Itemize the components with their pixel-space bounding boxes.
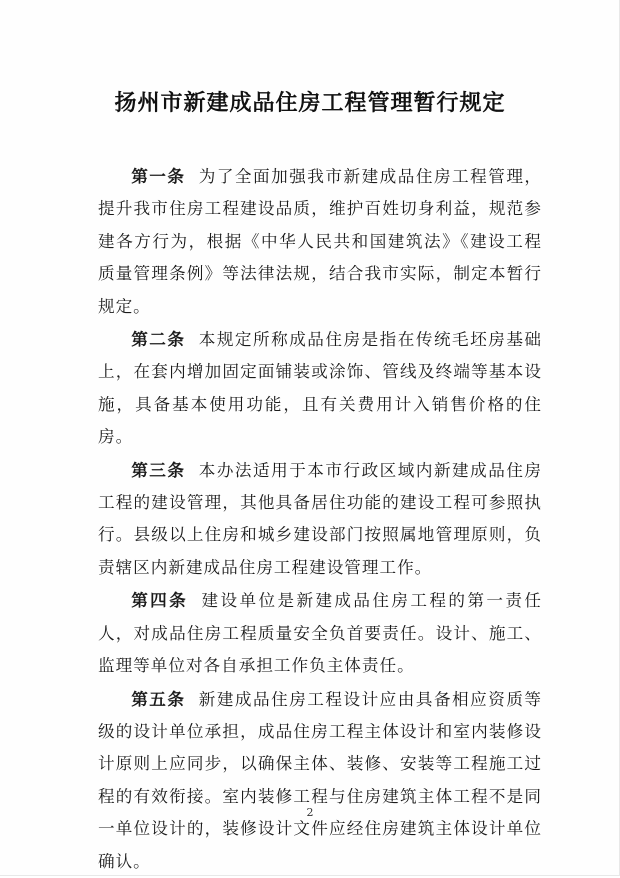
article-2-label: 第二条 <box>131 329 186 350</box>
article-4-label: 第四条 <box>131 590 189 611</box>
article-3-label: 第三条 <box>131 459 186 480</box>
article-4-text: 建设单位是新建成品住房工程的第一责任人，对成品住房工程质量安全负首要责任。设计、施工、监理等单位对各自承担工作负主体责任。 <box>98 591 543 676</box>
article-2 <box>98 323 542 454</box>
article-3 <box>98 454 542 585</box>
document-body <box>98 160 542 878</box>
page-number: 2 <box>306 806 314 819</box>
article-5 <box>98 683 542 878</box>
article-2-text: 本规定所称成品住房是指在传统毛坯房基础上，在套内增加固定面铺装或涂饰、管线及终端等基本设施，具备基本使用功能，且有关费用计入销售价格的住房。 <box>98 330 543 447</box>
article-5-text: 新建成品住房工程设计应由具备相应资质等级的设计单位承担，成品住房工程主体设计和室内装修设计原则上应同步，以确保主体、装修、安装等工程施工过程的有效衔接。室内装修工程与住房建筑主体工程不是同一单位设计的，装修设计文件应经住房建筑主体设计单位确认。 <box>98 689 543 871</box>
article-1 <box>98 160 542 323</box>
article-1-label: 第一条 <box>131 166 186 186</box>
article-5-label: 第五条 <box>131 688 186 709</box>
article-3-text: 本办法适用于本市行政区域内新建成品住房工程的建设管理，其他具备居住功能的建设工程可参照执行。县级以上住房和城乡建设部门按照属地管理原则，负责辖区内新建成品住房工程建设管理工作。 <box>98 460 543 577</box>
article-4 <box>98 584 542 682</box>
article-1-text: 为了全面加强我市新建成品住房工程管理，提升我市住房工程建设品质，维护百姓切身利益，规范参建各方行为，根据《中华人民共和国建筑法》《建设工程质量管理条例》等法律法规，结合我市实际，制定本暂行规定。 <box>98 167 543 316</box>
document-title: 扬州市新建成品住房工程管理暂行规定 <box>114 90 506 116</box>
